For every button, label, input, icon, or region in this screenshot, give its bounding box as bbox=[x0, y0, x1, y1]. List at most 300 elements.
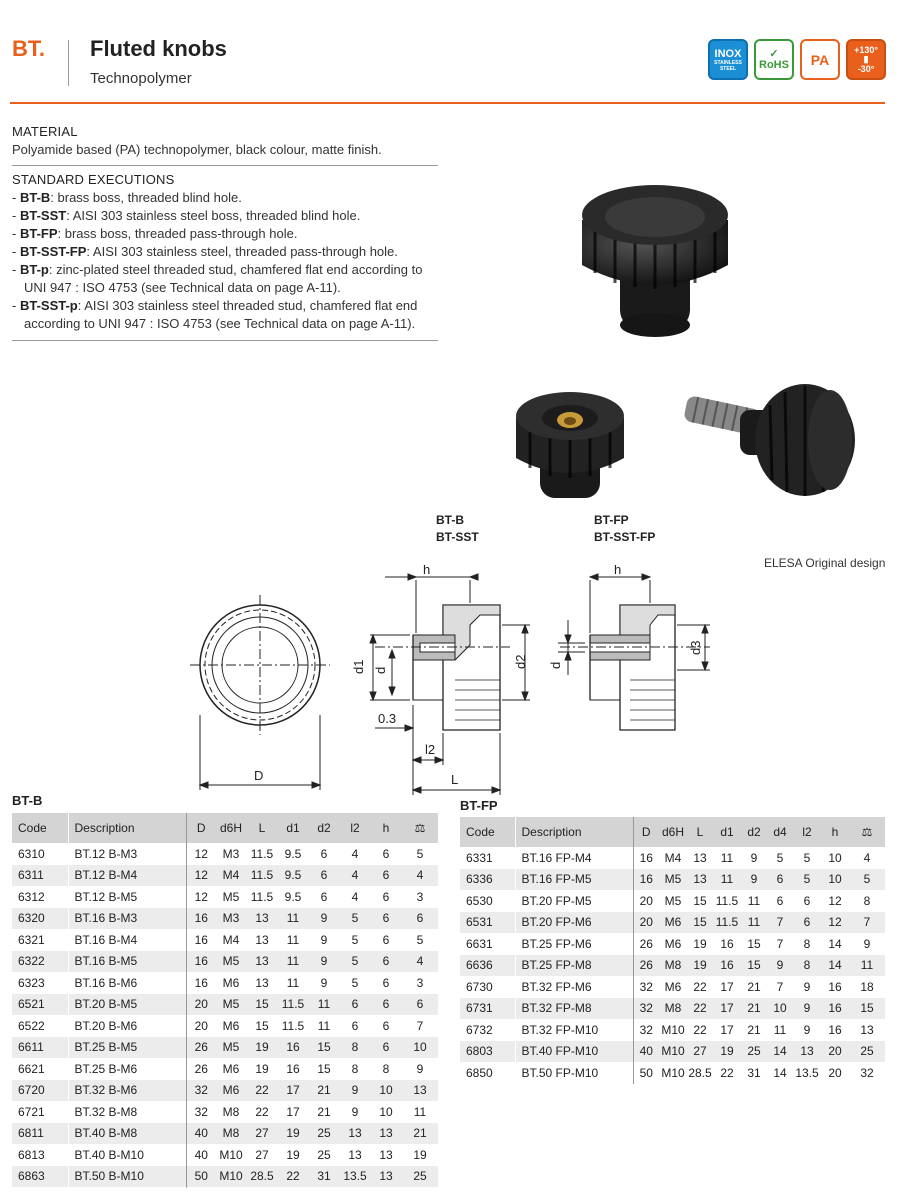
dim-l2: l2 bbox=[425, 742, 436, 757]
table-row bbox=[460, 912, 885, 934]
cell-code: 6730 bbox=[466, 979, 493, 994]
table-row bbox=[460, 869, 885, 891]
cell-value: 10 bbox=[413, 1040, 427, 1055]
cell-value: 9 bbox=[320, 954, 328, 969]
execution-code: BT-SST-p bbox=[19, 298, 78, 313]
table-row bbox=[460, 1041, 885, 1063]
cell-value: 9 bbox=[863, 936, 871, 951]
cell-value: 16 bbox=[286, 1061, 300, 1076]
cell-description: BT.50 FP-M10 bbox=[515, 1062, 633, 1084]
cell-value: 13 bbox=[693, 850, 707, 865]
column-header: l2 bbox=[350, 821, 360, 835]
cell-value: 15 bbox=[860, 1001, 874, 1016]
cell-code: 6322 bbox=[18, 954, 45, 969]
table-row bbox=[460, 847, 885, 869]
column-header: d6H bbox=[219, 821, 242, 835]
cell-value: 16 bbox=[720, 936, 734, 951]
cell-value: 11 bbox=[720, 850, 734, 865]
cell-value: 13 bbox=[379, 1169, 393, 1184]
cell-value: 9 bbox=[320, 975, 328, 990]
cell-value: 7 bbox=[416, 1018, 424, 1033]
temp-high-label: +130° bbox=[854, 45, 878, 55]
cell-value: 19 bbox=[286, 1126, 300, 1141]
cell-value: 22 bbox=[286, 1169, 300, 1184]
cell-value: 12 bbox=[186, 886, 216, 908]
cell-code: 6521 bbox=[18, 997, 45, 1012]
column-header: Code bbox=[18, 821, 47, 835]
table-row bbox=[460, 955, 885, 977]
cell-value: M4 bbox=[664, 850, 682, 865]
cell-value: 50 bbox=[186, 1166, 216, 1188]
cell-value: 15 bbox=[255, 1018, 269, 1033]
cell-value: 9.5 bbox=[284, 868, 302, 883]
cell-value: 11.5 bbox=[281, 1018, 305, 1033]
cell-value: 14 bbox=[773, 1065, 787, 1080]
rohs-badge-label: RoHS bbox=[759, 58, 789, 71]
cell-value: 32 bbox=[633, 998, 659, 1020]
cell-value: 19 bbox=[693, 936, 707, 951]
execution-item: - BT-FP: brass boss, threaded pass-through hole. bbox=[12, 226, 298, 241]
cell-value: 10 bbox=[773, 1001, 787, 1016]
cell-value: 32 bbox=[633, 1019, 659, 1041]
cell-value: 14 bbox=[773, 1044, 787, 1059]
cell-value: 17 bbox=[720, 1022, 734, 1037]
cell-value: 26 bbox=[633, 933, 659, 955]
cell-value: 6 bbox=[320, 846, 328, 861]
cell-value: 11.5 bbox=[250, 846, 274, 861]
cell-value: 12 bbox=[186, 865, 216, 887]
cell-description: BT.40 FP-M10 bbox=[515, 1041, 633, 1063]
cell-value: 22 bbox=[255, 1104, 269, 1119]
weight-icon: ⚖ bbox=[414, 821, 426, 835]
cell-value: 5 bbox=[416, 846, 424, 861]
cell-value: 11 bbox=[286, 954, 300, 969]
cell-value: M4 bbox=[222, 932, 240, 947]
weight-icon: ⚖ bbox=[861, 825, 873, 839]
table-b-title: BT-B bbox=[12, 793, 43, 808]
cell-value: 13 bbox=[413, 1083, 427, 1098]
cell-value: 13 bbox=[379, 1126, 393, 1141]
cell-value: 5 bbox=[351, 932, 359, 947]
column-header: d1 bbox=[720, 825, 734, 839]
column-header: d2 bbox=[317, 821, 331, 835]
pa-badge-label: PA bbox=[810, 51, 830, 68]
cell-value: 26 bbox=[186, 1037, 216, 1059]
cell-value: 6 bbox=[382, 975, 390, 990]
cell-value: 16 bbox=[286, 1040, 300, 1055]
cell-value: M10 bbox=[661, 1022, 685, 1037]
pa-badge bbox=[800, 39, 840, 80]
cell-code: 6811 bbox=[18, 1126, 44, 1141]
cell-value: 6 bbox=[776, 872, 784, 887]
cell-value: 9 bbox=[750, 872, 758, 887]
cell-description: BT.12 B-M5 bbox=[68, 886, 186, 908]
cell-description: BT.32 FP-M10 bbox=[515, 1019, 633, 1041]
column-header: L bbox=[696, 825, 704, 839]
cell-value: M6 bbox=[222, 1061, 240, 1076]
cell-value: 25 bbox=[317, 1126, 331, 1141]
cell-value: 6 bbox=[776, 893, 784, 908]
column-header: d6H bbox=[661, 825, 684, 839]
section-divider bbox=[12, 340, 438, 341]
cell-value: 14 bbox=[828, 936, 842, 951]
column-header: D bbox=[633, 817, 659, 847]
table-row bbox=[12, 1058, 438, 1080]
drawing-label-fp-line1: BT-FP bbox=[594, 513, 629, 527]
header-rule bbox=[10, 102, 885, 104]
cell-description: BT.25 FP-M8 bbox=[515, 955, 633, 977]
cell-description: BT.20 FP-M6 bbox=[515, 912, 633, 934]
cell-value: 13 bbox=[255, 911, 269, 926]
cell-value: 8 bbox=[803, 936, 811, 951]
cell-value: 27 bbox=[255, 1147, 269, 1162]
executions-list bbox=[12, 189, 440, 333]
column-header: d4 bbox=[773, 825, 787, 839]
execution-text: : zinc-plated steel threaded stud, chamfered flat end according to UNI 947 : ISO 4753 (see Technical data on page A-11). bbox=[24, 262, 423, 295]
cell-value: 4 bbox=[416, 868, 424, 883]
cell-value: 4 bbox=[863, 850, 871, 865]
cell-value: 4 bbox=[351, 846, 359, 861]
cell-value: 21 bbox=[413, 1126, 427, 1141]
material-heading: MATERIAL bbox=[12, 124, 78, 139]
cell-value: 6 bbox=[382, 889, 390, 904]
cell-value: 11.5 bbox=[715, 893, 739, 908]
drawing-label-b bbox=[436, 512, 479, 546]
cell-value: 11 bbox=[317, 1018, 331, 1033]
column-header: Description bbox=[515, 817, 633, 847]
cell-value: 20 bbox=[828, 1065, 842, 1080]
cell-value: 4 bbox=[351, 868, 359, 883]
cell-value: 26 bbox=[633, 955, 659, 977]
table-row bbox=[12, 1123, 438, 1145]
cell-value: 15 bbox=[747, 936, 761, 951]
cell-value: 6 bbox=[416, 911, 424, 926]
cell-code: 6803 bbox=[466, 1044, 493, 1059]
cell-value: M5 bbox=[222, 1040, 240, 1055]
inox-badge-label: INOX bbox=[714, 47, 742, 60]
cell-code: 6721 bbox=[18, 1104, 45, 1119]
cell-value: 20 bbox=[186, 1015, 216, 1037]
execution-item: - BT-SST: AISI 303 stainless steel boss, threaded blind hole. bbox=[12, 208, 361, 223]
execution-item: - BT-SST-p: AISI 303 stainless steel threaded stud, chamfered flat end according to UNI 947 : ISO 4753 (see Technical data on page A-11). bbox=[12, 298, 418, 331]
cell-value: 13 bbox=[255, 975, 269, 990]
cell-value: 15 bbox=[255, 997, 269, 1012]
cell-value: 27 bbox=[693, 1044, 707, 1059]
cell-value: 17 bbox=[286, 1083, 300, 1098]
cell-value: 32 bbox=[186, 1101, 216, 1123]
cell-value: 10 bbox=[828, 850, 842, 865]
cell-value: 6 bbox=[382, 1040, 390, 1055]
cell-value: 7 bbox=[776, 915, 784, 930]
cell-value: M5 bbox=[664, 893, 682, 908]
cell-value: 6 bbox=[416, 997, 424, 1012]
cell-value: 11 bbox=[720, 872, 734, 887]
execution-code: BT-B bbox=[19, 190, 51, 205]
cell-value: 21 bbox=[317, 1104, 331, 1119]
cell-value: 6 bbox=[351, 1018, 359, 1033]
dim-h-b: h bbox=[423, 565, 431, 577]
cell-code: 6720 bbox=[18, 1083, 45, 1098]
dim-d3: d3 bbox=[688, 640, 703, 655]
knob-photo-large bbox=[570, 165, 740, 350]
cell-value: 25 bbox=[413, 1169, 427, 1184]
cell-value: 12 bbox=[186, 843, 216, 865]
execution-text: : brass boss, threaded pass-through hole. bbox=[57, 226, 298, 241]
cell-code: 6531 bbox=[466, 915, 493, 930]
column-header: Code bbox=[466, 825, 495, 839]
cell-code: 6813 bbox=[18, 1147, 45, 1162]
cell-value: M6 bbox=[222, 975, 240, 990]
cell-value: 6 bbox=[320, 889, 328, 904]
cell-value: 8 bbox=[382, 1061, 390, 1076]
cell-value: 6 bbox=[382, 932, 390, 947]
cell-value: 22 bbox=[693, 1001, 707, 1016]
cell-description: BT.16 B-M6 bbox=[68, 972, 186, 994]
cell-value: 13 bbox=[693, 872, 707, 887]
cell-description: BT.40 B-M8 bbox=[68, 1123, 186, 1145]
cell-value: 16 bbox=[720, 958, 734, 973]
cell-description: BT.32 B-M6 bbox=[68, 1080, 186, 1102]
cell-value: M6 bbox=[222, 1018, 240, 1033]
cell-value: 6 bbox=[382, 868, 390, 883]
cell-description: BT.25 B-M5 bbox=[68, 1037, 186, 1059]
cell-value: 13 bbox=[348, 1147, 362, 1162]
execution-text: : AISI 303 stainless steel threaded stud, chamfered flat end according to UNI 947 : ISO 4753 (see Technical data on page A-11). bbox=[24, 298, 418, 331]
cell-value: M10 bbox=[219, 1147, 243, 1162]
cell-value: M10 bbox=[661, 1044, 685, 1059]
cell-value: 5 bbox=[803, 850, 811, 865]
brand-code: BT. bbox=[12, 36, 45, 61]
cell-value: 4 bbox=[351, 889, 359, 904]
cell-value: 9 bbox=[320, 911, 328, 926]
cell-value: 20 bbox=[186, 994, 216, 1016]
column-header: l2 bbox=[802, 825, 812, 839]
cell-value: M8 bbox=[222, 1126, 240, 1141]
table-row bbox=[12, 1101, 438, 1123]
cell-description: BT.50 B-M10 bbox=[68, 1166, 186, 1188]
cell-value: M8 bbox=[664, 1001, 682, 1016]
page-title: Fluted knobs bbox=[90, 36, 227, 61]
cell-value: 9 bbox=[803, 1001, 811, 1016]
cell-value: 11.5 bbox=[250, 868, 274, 883]
cell-value: 6 bbox=[382, 911, 390, 926]
cell-value: 16 bbox=[828, 1022, 842, 1037]
cell-value: 5 bbox=[351, 911, 359, 926]
cell-value: 31 bbox=[317, 1169, 331, 1184]
cell-value: 7 bbox=[776, 936, 784, 951]
cell-value: 27 bbox=[255, 1126, 269, 1141]
cell-description: BT.16 B-M3 bbox=[68, 908, 186, 930]
table-row bbox=[460, 1062, 885, 1084]
cell-code: 6530 bbox=[466, 893, 493, 908]
cell-description: BT.16 B-M5 bbox=[68, 951, 186, 973]
cell-value: 15 bbox=[317, 1040, 331, 1055]
cell-code: 6312 bbox=[18, 889, 45, 904]
cell-code: 6611 bbox=[18, 1040, 44, 1055]
cell-description: BT.32 FP-M8 bbox=[515, 998, 633, 1020]
cell-value: 16 bbox=[633, 869, 659, 891]
execution-item: - BT-B: brass boss, threaded blind hole. bbox=[12, 190, 242, 205]
cell-description: BT.20 B-M6 bbox=[68, 1015, 186, 1037]
cell-value: 10 bbox=[379, 1083, 393, 1098]
dim-L: L bbox=[451, 772, 459, 787]
cell-value: M5 bbox=[664, 872, 682, 887]
cell-value: 16 bbox=[186, 972, 216, 994]
cell-value: 10 bbox=[379, 1104, 393, 1119]
cell-value: 9 bbox=[320, 932, 328, 947]
cell-value: 15 bbox=[693, 893, 707, 908]
table-b bbox=[12, 813, 438, 1188]
cell-value: 13.5 bbox=[795, 1065, 819, 1080]
cell-value: 11 bbox=[860, 958, 874, 973]
table-row bbox=[12, 994, 438, 1016]
cell-value: 19 bbox=[286, 1147, 300, 1162]
cell-value: 9.5 bbox=[284, 846, 302, 861]
temp-low-label: -30° bbox=[857, 64, 875, 74]
cell-value: 7 bbox=[776, 979, 784, 994]
cell-value: 11 bbox=[747, 915, 761, 930]
table-row bbox=[12, 1144, 438, 1166]
cell-value: 6 bbox=[382, 1018, 390, 1033]
cell-value: 12 bbox=[828, 915, 842, 930]
table-fp-header-row bbox=[460, 817, 885, 847]
cell-value: 6 bbox=[382, 954, 390, 969]
cell-code: 6850 bbox=[466, 1065, 493, 1080]
execution-code: BT-FP bbox=[19, 226, 58, 241]
column-header: Description bbox=[68, 813, 186, 843]
column-header: h bbox=[382, 821, 390, 835]
cell-code: 6321 bbox=[18, 932, 45, 947]
check-icon: ✓ bbox=[769, 47, 779, 60]
cell-value: M10 bbox=[661, 1065, 685, 1080]
cell-value: 5 bbox=[351, 975, 359, 990]
dim-D: D bbox=[254, 768, 264, 783]
cell-description: BT.20 FP-M5 bbox=[515, 890, 633, 912]
table-row bbox=[460, 998, 885, 1020]
cell-description: BT.12 B-M3 bbox=[68, 843, 186, 865]
execution-text: : brass boss, threaded blind hole. bbox=[50, 190, 242, 205]
cell-value: 25 bbox=[747, 1044, 761, 1059]
executions-heading: STANDARD EXECUTIONS bbox=[12, 172, 175, 187]
cell-value: 25 bbox=[317, 1147, 331, 1162]
column-header: d1 bbox=[286, 821, 300, 835]
cell-value: M6 bbox=[222, 1083, 240, 1098]
cell-value: 16 bbox=[828, 979, 842, 994]
cell-value: 11 bbox=[747, 893, 761, 908]
cell-value: 17 bbox=[286, 1104, 300, 1119]
table-row bbox=[12, 1015, 438, 1037]
cell-value: 32 bbox=[860, 1065, 874, 1080]
cell-value: 11.5 bbox=[715, 915, 739, 930]
cell-description: BT.16 B-M4 bbox=[68, 929, 186, 951]
cell-value: 9 bbox=[416, 1061, 424, 1076]
drawing-label-b-line1: BT-B bbox=[436, 513, 464, 527]
cell-value: 14 bbox=[828, 958, 842, 973]
cell-value: M6 bbox=[664, 936, 682, 951]
cell-value: 6 bbox=[382, 846, 390, 861]
cell-value: 8 bbox=[351, 1061, 359, 1076]
cell-value: 8 bbox=[351, 1040, 359, 1055]
technical-drawing bbox=[180, 565, 710, 800]
cell-value: 5 bbox=[351, 954, 359, 969]
column-header: h bbox=[831, 825, 839, 839]
cell-value: 22 bbox=[693, 979, 707, 994]
cell-value: 10 bbox=[828, 872, 842, 887]
inox-badge-sub: STAINLESS STEEL bbox=[714, 59, 742, 72]
table-row bbox=[12, 886, 438, 908]
cell-value: 17 bbox=[720, 979, 734, 994]
section-divider bbox=[12, 165, 438, 166]
table-b-header-row bbox=[12, 813, 438, 843]
cell-value: 4 bbox=[416, 954, 424, 969]
cell-value: 15 bbox=[317, 1061, 331, 1076]
cell-value: M8 bbox=[222, 1104, 240, 1119]
cell-value: 11 bbox=[773, 1022, 787, 1037]
execution-text: : AISI 303 stainless steel boss, threaded blind hole. bbox=[66, 208, 361, 223]
dim-d1: d1 bbox=[351, 659, 366, 674]
table-fp bbox=[460, 817, 885, 1084]
cell-value: 16 bbox=[633, 847, 659, 869]
table-row bbox=[12, 1080, 438, 1102]
cell-value: M3 bbox=[222, 911, 240, 926]
cell-code: 6621 bbox=[18, 1061, 45, 1076]
cell-value: 19 bbox=[255, 1061, 269, 1076]
table-row bbox=[12, 1037, 438, 1059]
cell-description: BT.25 B-M6 bbox=[68, 1058, 186, 1080]
cell-value: 31 bbox=[747, 1065, 761, 1080]
cell-value: M6 bbox=[664, 915, 682, 930]
table-row bbox=[12, 929, 438, 951]
cell-value: 13 bbox=[348, 1126, 362, 1141]
cell-code: 6310 bbox=[18, 846, 45, 861]
cell-value: M5 bbox=[222, 997, 240, 1012]
column-header: d2 bbox=[747, 825, 761, 839]
cell-value: 13 bbox=[800, 1044, 814, 1059]
cell-value: 18 bbox=[860, 979, 874, 994]
cell-value: 26 bbox=[186, 1058, 216, 1080]
cell-value: 28.5 bbox=[250, 1169, 274, 1184]
table-row bbox=[12, 972, 438, 994]
cell-description: BT.40 B-M10 bbox=[68, 1144, 186, 1166]
cell-value: 15 bbox=[693, 915, 707, 930]
cell-value: 6 bbox=[382, 997, 390, 1012]
cell-value: M8 bbox=[664, 958, 682, 973]
table-row bbox=[460, 890, 885, 912]
cell-value: 13 bbox=[255, 932, 269, 947]
table-row bbox=[12, 908, 438, 930]
cell-value: 12 bbox=[828, 893, 842, 908]
dim-d2: d2 bbox=[513, 654, 528, 669]
cell-value: 5 bbox=[776, 850, 784, 865]
cell-value: 8 bbox=[863, 893, 871, 908]
cell-value: 22 bbox=[720, 1065, 734, 1080]
dim-d-b: d bbox=[373, 666, 388, 674]
cell-value: M4 bbox=[222, 868, 240, 883]
certification-badges bbox=[708, 39, 886, 80]
cell-value: 22 bbox=[255, 1083, 269, 1098]
cell-code: 6311 bbox=[18, 868, 44, 883]
cell-code: 6631 bbox=[466, 936, 493, 951]
cell-code: 6732 bbox=[466, 1022, 493, 1037]
cell-value: 9.5 bbox=[284, 889, 302, 904]
cell-value: 32 bbox=[633, 976, 659, 998]
cell-description: BT.16 FP-M4 bbox=[515, 847, 633, 869]
cell-value: 9 bbox=[803, 979, 811, 994]
cell-description: BT.16 FP-M5 bbox=[515, 869, 633, 891]
table-row bbox=[460, 933, 885, 955]
cell-value: 7 bbox=[863, 915, 871, 930]
cell-value: 9 bbox=[776, 958, 784, 973]
